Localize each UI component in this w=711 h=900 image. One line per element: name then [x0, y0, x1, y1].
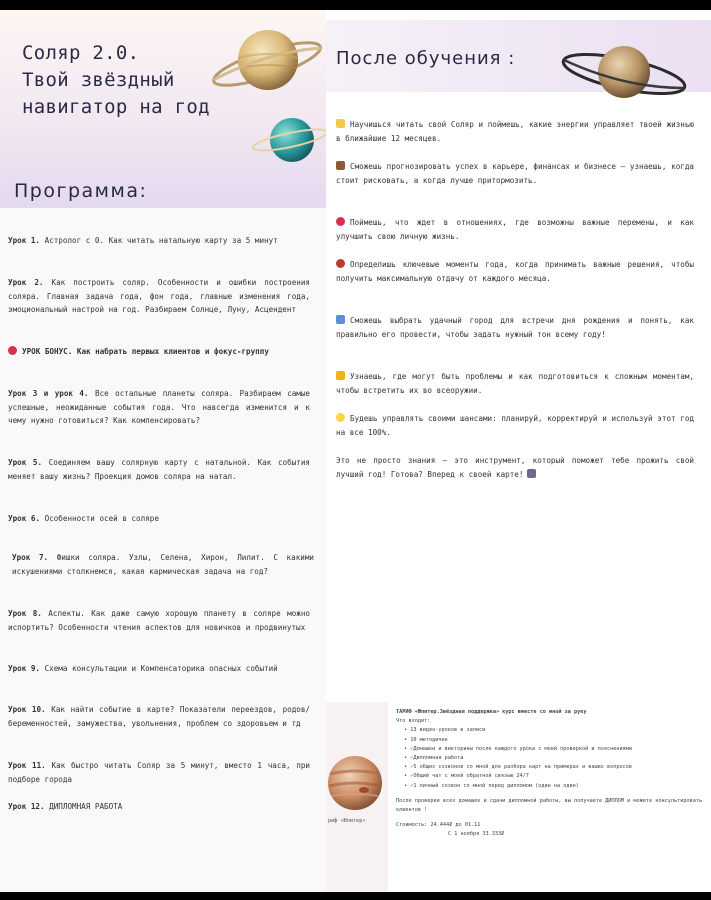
outcome-5	[336, 314, 694, 341]
lesson-text: ДИПЛОМНАЯ РАБОТА	[49, 802, 123, 811]
tariff-item: • ✓1 личный созвон со мной перед дипломом (один на один)	[404, 782, 579, 789]
lesson-label: Урок 8.	[8, 609, 42, 618]
outcome-text: Научишься читать свой Соляр и поймешь, какие энергии управляет твоей жизнью в ближайшие 12 месяцев.	[336, 120, 694, 143]
lesson-6	[8, 512, 310, 526]
lesson-7	[12, 551, 314, 578]
lesson-label: Урок 9.	[8, 664, 41, 673]
tariff-footer: После проверки всех домашек и сдачи дипломной работы, вы получаете ДИПЛОМ и можете консультировать клиентов !	[396, 797, 703, 814]
lesson-text: Как построить соляр. Особенности и ошибки построения соляра. Главная задача года, фон года, главные изменения года, эмоциональный настрой на год. Разбираем Солнце, Луну, Асцендент	[8, 278, 310, 314]
heart-icon	[336, 217, 345, 226]
tariff-item: • 13 видео-уроков в записи	[404, 727, 486, 734]
lesson-label: Урок 11.	[8, 761, 46, 770]
outcomes-column	[326, 10, 711, 892]
tariff-caption: риф «Юпитер»	[328, 818, 366, 824]
lesson-label: Урок 6.	[8, 514, 41, 523]
course-page	[0, 10, 711, 892]
tariff-item: • ✓Дипломная работа	[404, 755, 464, 762]
tariff-item-text: Общий чат с моей обратной связью 24/7	[413, 773, 529, 780]
outcome-text: Узнаешь, где могут быть проблемы и как подготовиться к сложным моментам, чтобы встретить их во всеоружии.	[336, 372, 694, 395]
tariff-price-early: Стоимость: 24.444₽ до 01.11	[396, 822, 481, 829]
lesson-bonus	[8, 345, 310, 359]
outcome-8	[336, 454, 694, 481]
lesson-text: Аспекты. Как даже самую хорошую планету в соляре можно испортить? Особенности чтения аспектов для новичков и продвинутых	[8, 609, 310, 632]
lesson-text: Астролог с 0. Как читать натальную карту за 5 минут	[44, 236, 278, 245]
lesson-label: УРОК БОНУС.	[22, 347, 73, 356]
course-title: Соляр 2.0. Твой звёздный навигатор на год	[22, 42, 210, 118]
tariff-header: ТАРИФ «Юпитер.Звёздная поддержка» курс вместе со мной за руку	[396, 709, 587, 715]
teal-planet-image	[250, 112, 326, 168]
lesson-8	[8, 607, 310, 634]
outcome-text: Будешь управлять своими шансами: планируй, корректируй и используй этот год на все 100%.	[336, 414, 694, 437]
outcomes-heading: После обучения :	[336, 48, 516, 69]
lesson-2	[8, 276, 310, 317]
lesson-label: Урок 7.	[12, 553, 49, 562]
lesson-label: Урок 5.	[8, 458, 43, 467]
saturn-planet-image	[558, 36, 688, 108]
tariff-item-text: 1 личный созвон со мной перед дипломом (один на один)	[413, 782, 579, 789]
program-column	[0, 10, 326, 892]
lesson-12	[8, 800, 310, 814]
tariff-includes-label: Что входит:	[396, 718, 431, 725]
warning-icon	[336, 371, 345, 380]
lesson-text: Все остальные планеты соляра. Разбираем самые успешные, неожиданные события года. Что навсегда изменится и к чему нужно готовиться? Как компенсировать?	[8, 389, 310, 425]
outcome-2	[336, 160, 694, 187]
tariff-card	[326, 702, 711, 892]
bulb-icon	[336, 413, 345, 422]
lesson-9	[8, 662, 310, 676]
tariff-price-regular: С 1 ноября 33.333₽	[448, 831, 505, 838]
outcome-text: Определишь ключевые моменты года, когда принимать важные решения, чтобы получить максимальную отдачу от каждого месяца.	[336, 260, 694, 283]
lesson-label: Урок 1.	[8, 236, 41, 245]
outcome-text: Сможешь прогнозировать успех в карьере, финансах и бизнесе — узнаешь, когда стоит рисковать, а когда лучше притормозить.	[336, 162, 694, 185]
house-icon	[336, 161, 345, 170]
outcome-3	[336, 216, 694, 243]
program-heading: Программа:	[14, 180, 148, 202]
lesson-text: Как набрать первых клиентов и фокус-группу	[76, 347, 269, 356]
lesson-label: Урок 3 и урок 4.	[8, 389, 89, 398]
lesson-text: Как найти событие в карте? Показатели переездов, родов/беременностей, замужества, увольнения, проблем со здоровьем и тд	[8, 705, 311, 728]
lesson-1	[8, 234, 310, 248]
tariff-item-text: 5 общих созвонов со мной для разбора карт на примерах и ваших вопросов	[413, 764, 632, 771]
rocket-icon	[527, 469, 536, 478]
sparkles-icon	[336, 119, 345, 128]
outcome-1	[336, 118, 694, 145]
tariff-item-text: 10 методичек	[410, 736, 448, 743]
lesson-label: Урок 2.	[8, 278, 44, 287]
red-dot-icon	[8, 346, 17, 355]
outcome-text: Поймешь, что ждет в отношениях, где возможны важные перемены, и как улучшить свою личную жизнь.	[336, 218, 694, 241]
tariff-item: • ✓5 общих созвонов со мной для разбора карт на примерах и ваших вопросов	[404, 764, 632, 771]
tariff-details	[396, 708, 704, 840]
lesson-text: Как быстро читать Соляр за 5 минут, вместо 1 часа, при подборе города	[8, 761, 311, 784]
lesson-3-4	[8, 387, 310, 428]
lesson-text: Особенности осей в соляре	[44, 514, 159, 523]
outcome-text: Это не просто знания — это инструмент, который поможет тебе прожить свой лучший год! Готова? Вперед к своей карте!	[336, 456, 694, 479]
saturn-planet-image	[208, 22, 326, 102]
tariff-item-text: Дипломная работа	[413, 755, 464, 762]
lesson-label: Урок 10.	[8, 705, 46, 714]
lesson-text: Соединяем вашу солярную карту с натальной. Как события меняет вашу жизнь? Проекция домов соляра на натал.	[8, 458, 310, 481]
tariff-item: • 10 методичек	[404, 736, 448, 743]
tariff-item-text: Домашки и викторины после каждого урока с моей проверкой и пояснениями	[413, 745, 632, 752]
tariff-item: • ✓Общий чат с моей обратной связью 24/7	[404, 773, 529, 780]
outcome-6	[336, 370, 694, 397]
outcome-text: Сможешь выбрать удачный город для встречи дня рождения и понять, как правильно его провести, чтобы задать нужный тон всему году!	[336, 316, 694, 339]
lesson-5	[8, 456, 310, 483]
lesson-11	[8, 759, 310, 786]
lesson-label: Урок 12.	[8, 802, 45, 811]
target-icon	[336, 259, 345, 268]
tariff-item: • ✓Домашки и викторины после каждого урока с моей проверкой и пояснениями	[404, 745, 632, 752]
outcome-4	[336, 258, 694, 285]
lesson-10	[8, 703, 310, 730]
tariff-item-text: 13 видео-уроков в записи	[410, 727, 486, 734]
lesson-text: Схема консультации и Компенсаторика опасных событий	[44, 664, 278, 673]
tariff-image-panel	[326, 702, 388, 892]
outcome-7	[336, 412, 694, 439]
lesson-text: Фишки соляра. Узлы, Селена, Хирон, Лилит. С какими искушениями столкнемся, какая кармическая задача на год?	[12, 553, 314, 576]
jupiter-planet-image	[326, 754, 384, 812]
airplane-icon	[336, 315, 345, 324]
